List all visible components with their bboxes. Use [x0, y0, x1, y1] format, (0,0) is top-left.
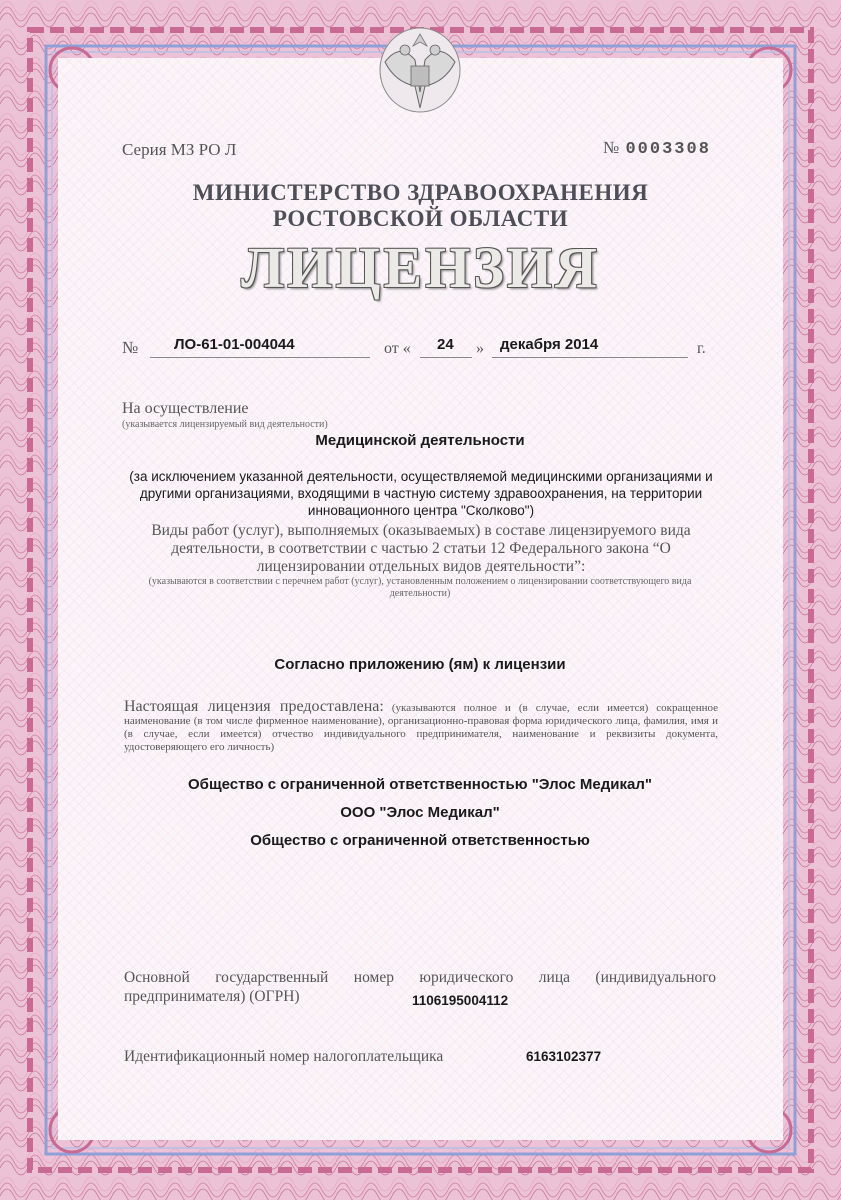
license-close-quote: » [476, 340, 484, 357]
license-from-label: от « [384, 340, 411, 357]
license-year-suffix: г. [697, 340, 706, 357]
grantee-legal-form: Общество с ограниченной ответственностью [250, 832, 590, 849]
license-month-year: декабря 2014 [500, 336, 599, 353]
license-number-value: ЛО-61-01-004044 [174, 336, 295, 353]
works-note: (указываются в соответствии с перечнем работ (услуг), установленным положением о лицензировании соответствующего вида деятельности) [148, 576, 692, 599]
grantee-full-name: Общество с ограниченной ответственностью "Элос Медикал" [188, 776, 652, 793]
license-no-label: № [122, 338, 139, 357]
grantee-label: Настоящая лицензия предоставлена: [124, 698, 384, 715]
ministry-line-1: МИНИСТЕРСТВО ЗДРАВООХРАНЕНИЯ [192, 180, 649, 205]
coat-of-arms-icon [365, 12, 475, 122]
ogrn-value: 1106195004112 [412, 993, 509, 1008]
activity-label: На осуществление [122, 400, 249, 417]
form-number-value: 0003308 [625, 140, 711, 159]
license-number-row [122, 332, 717, 362]
number-sign: № [603, 138, 621, 157]
inn-value: 6163102377 [526, 1049, 602, 1064]
inn-label: Идентификационный номер налогоплательщика [124, 1048, 444, 1065]
activity-value: Медицинской деятельности [315, 432, 525, 449]
activity-note: (указывается лицензируемый вид деятельности) [122, 419, 328, 430]
works-text: Виды работ (услуг), выполняемых (оказываемых) в составе лицензируемого вида деятельности, в соответствии с частью 2 статьи 12 Федерального закона “О лицензировании отдельных видов деятельности”: [151, 522, 691, 575]
document-title: ЛИЦЕНЗИЯ [241, 235, 600, 300]
series-label: Серия МЗ РО Л [122, 140, 237, 159]
grantee-note: (указываются полное и (в случае, если имеется) сокращенное наименование (в том числе фирменное наименование), организационно-правовая форма юридического лица, фамилия, имя и (в случае, если имеется) отчество индивидуального предпринимателя, наименование и реквизиты документа, удостоверяющего его личность) [124, 702, 719, 753]
form-number [603, 138, 711, 159]
ministry-line-2: РОСТОВСКОЙ ОБЛАСТИ [272, 206, 569, 231]
works-value: Согласно приложению (ям) к лицензии [274, 656, 566, 673]
grantee-block [124, 700, 718, 754]
activity-exception: (за исключением указанной деятельности, осуществляемой медицинскими организациями и другими организациями, входящими в частную систему здравоохранения, на территории инновационного центра "Сколково") [129, 469, 713, 518]
grantee-short-name: ООО "Элос Медикал" [340, 804, 500, 821]
ministry-name [130, 180, 711, 232]
ogrn-label: Основной государственный номер юридического лица (индивидуального предпринимателя) (ОГРН) [124, 969, 716, 1005]
license-day: 24 [437, 336, 454, 353]
